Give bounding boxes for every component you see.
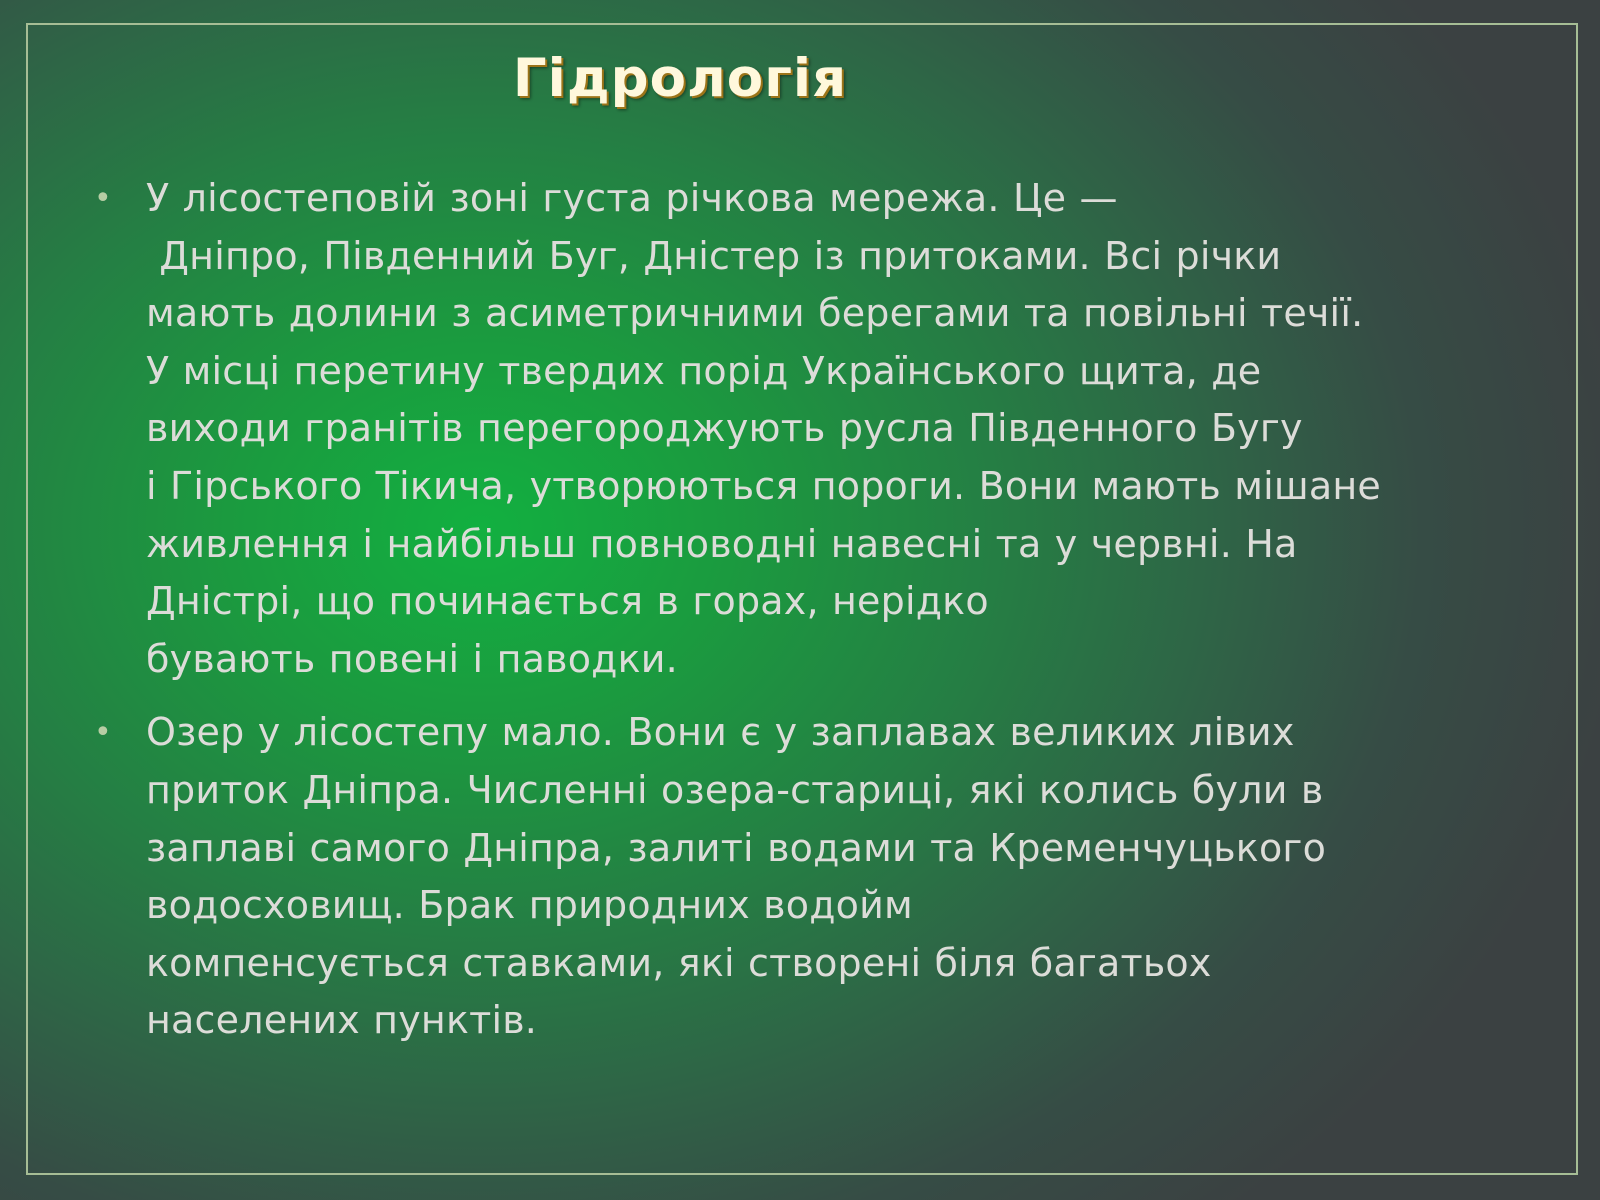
bullet-marker: •: [94, 181, 112, 216]
bullet-text-rivers: [146, 170, 1512, 688]
text-line: водосховищ. Брак природних водойм: [146, 883, 913, 928]
text-line: компенсується ставками, які створені біля багатьох: [146, 940, 1212, 985]
text-line: виходи гранітів перегороджують русла Південного Бугу: [146, 406, 1303, 451]
text-line: У лісостеповій зоні густа річкова мережа. Це —: [146, 176, 1118, 220]
text-line: У місці перетину твердих порід Українського щита, де: [146, 348, 1262, 393]
bullet-marker: •: [94, 715, 112, 751]
text-line: Дніпро, Південний Буг, Дністер із притоками. Всі річки: [146, 233, 1282, 278]
text-line: приток Дніпра. Численні озера-стариці, які колись були в: [146, 767, 1324, 812]
text-line: і Гірського Тікича, утворюються пороги. Вони мають мішане: [146, 463, 1381, 508]
bullet-item-rivers: [92, 170, 1512, 688]
bullet-list: [92, 170, 1512, 1066]
text-line: мають долини з асиметричними берегами та повільні течії.: [146, 291, 1364, 336]
text-line: живлення і найбільш повноводні навесні та у червні. На: [146, 521, 1298, 566]
text-line: бувають повені і паводки.: [146, 636, 678, 681]
text-line: населених пунктів.: [146, 998, 538, 1043]
slide-title: Гідрологія: [512, 48, 848, 109]
text-line: Дністрі, що починається в горах, нерідко: [146, 579, 989, 624]
text-line: Озер у лісостепу мало. Вони є у заплавах великих лівих: [146, 710, 1295, 755]
bullet-item-lakes: [92, 704, 1512, 1050]
bullet-text-lakes: [146, 704, 1512, 1050]
text-line: заплаві самого Дніпра, залиті водами та Кременчуцького: [146, 825, 1327, 870]
